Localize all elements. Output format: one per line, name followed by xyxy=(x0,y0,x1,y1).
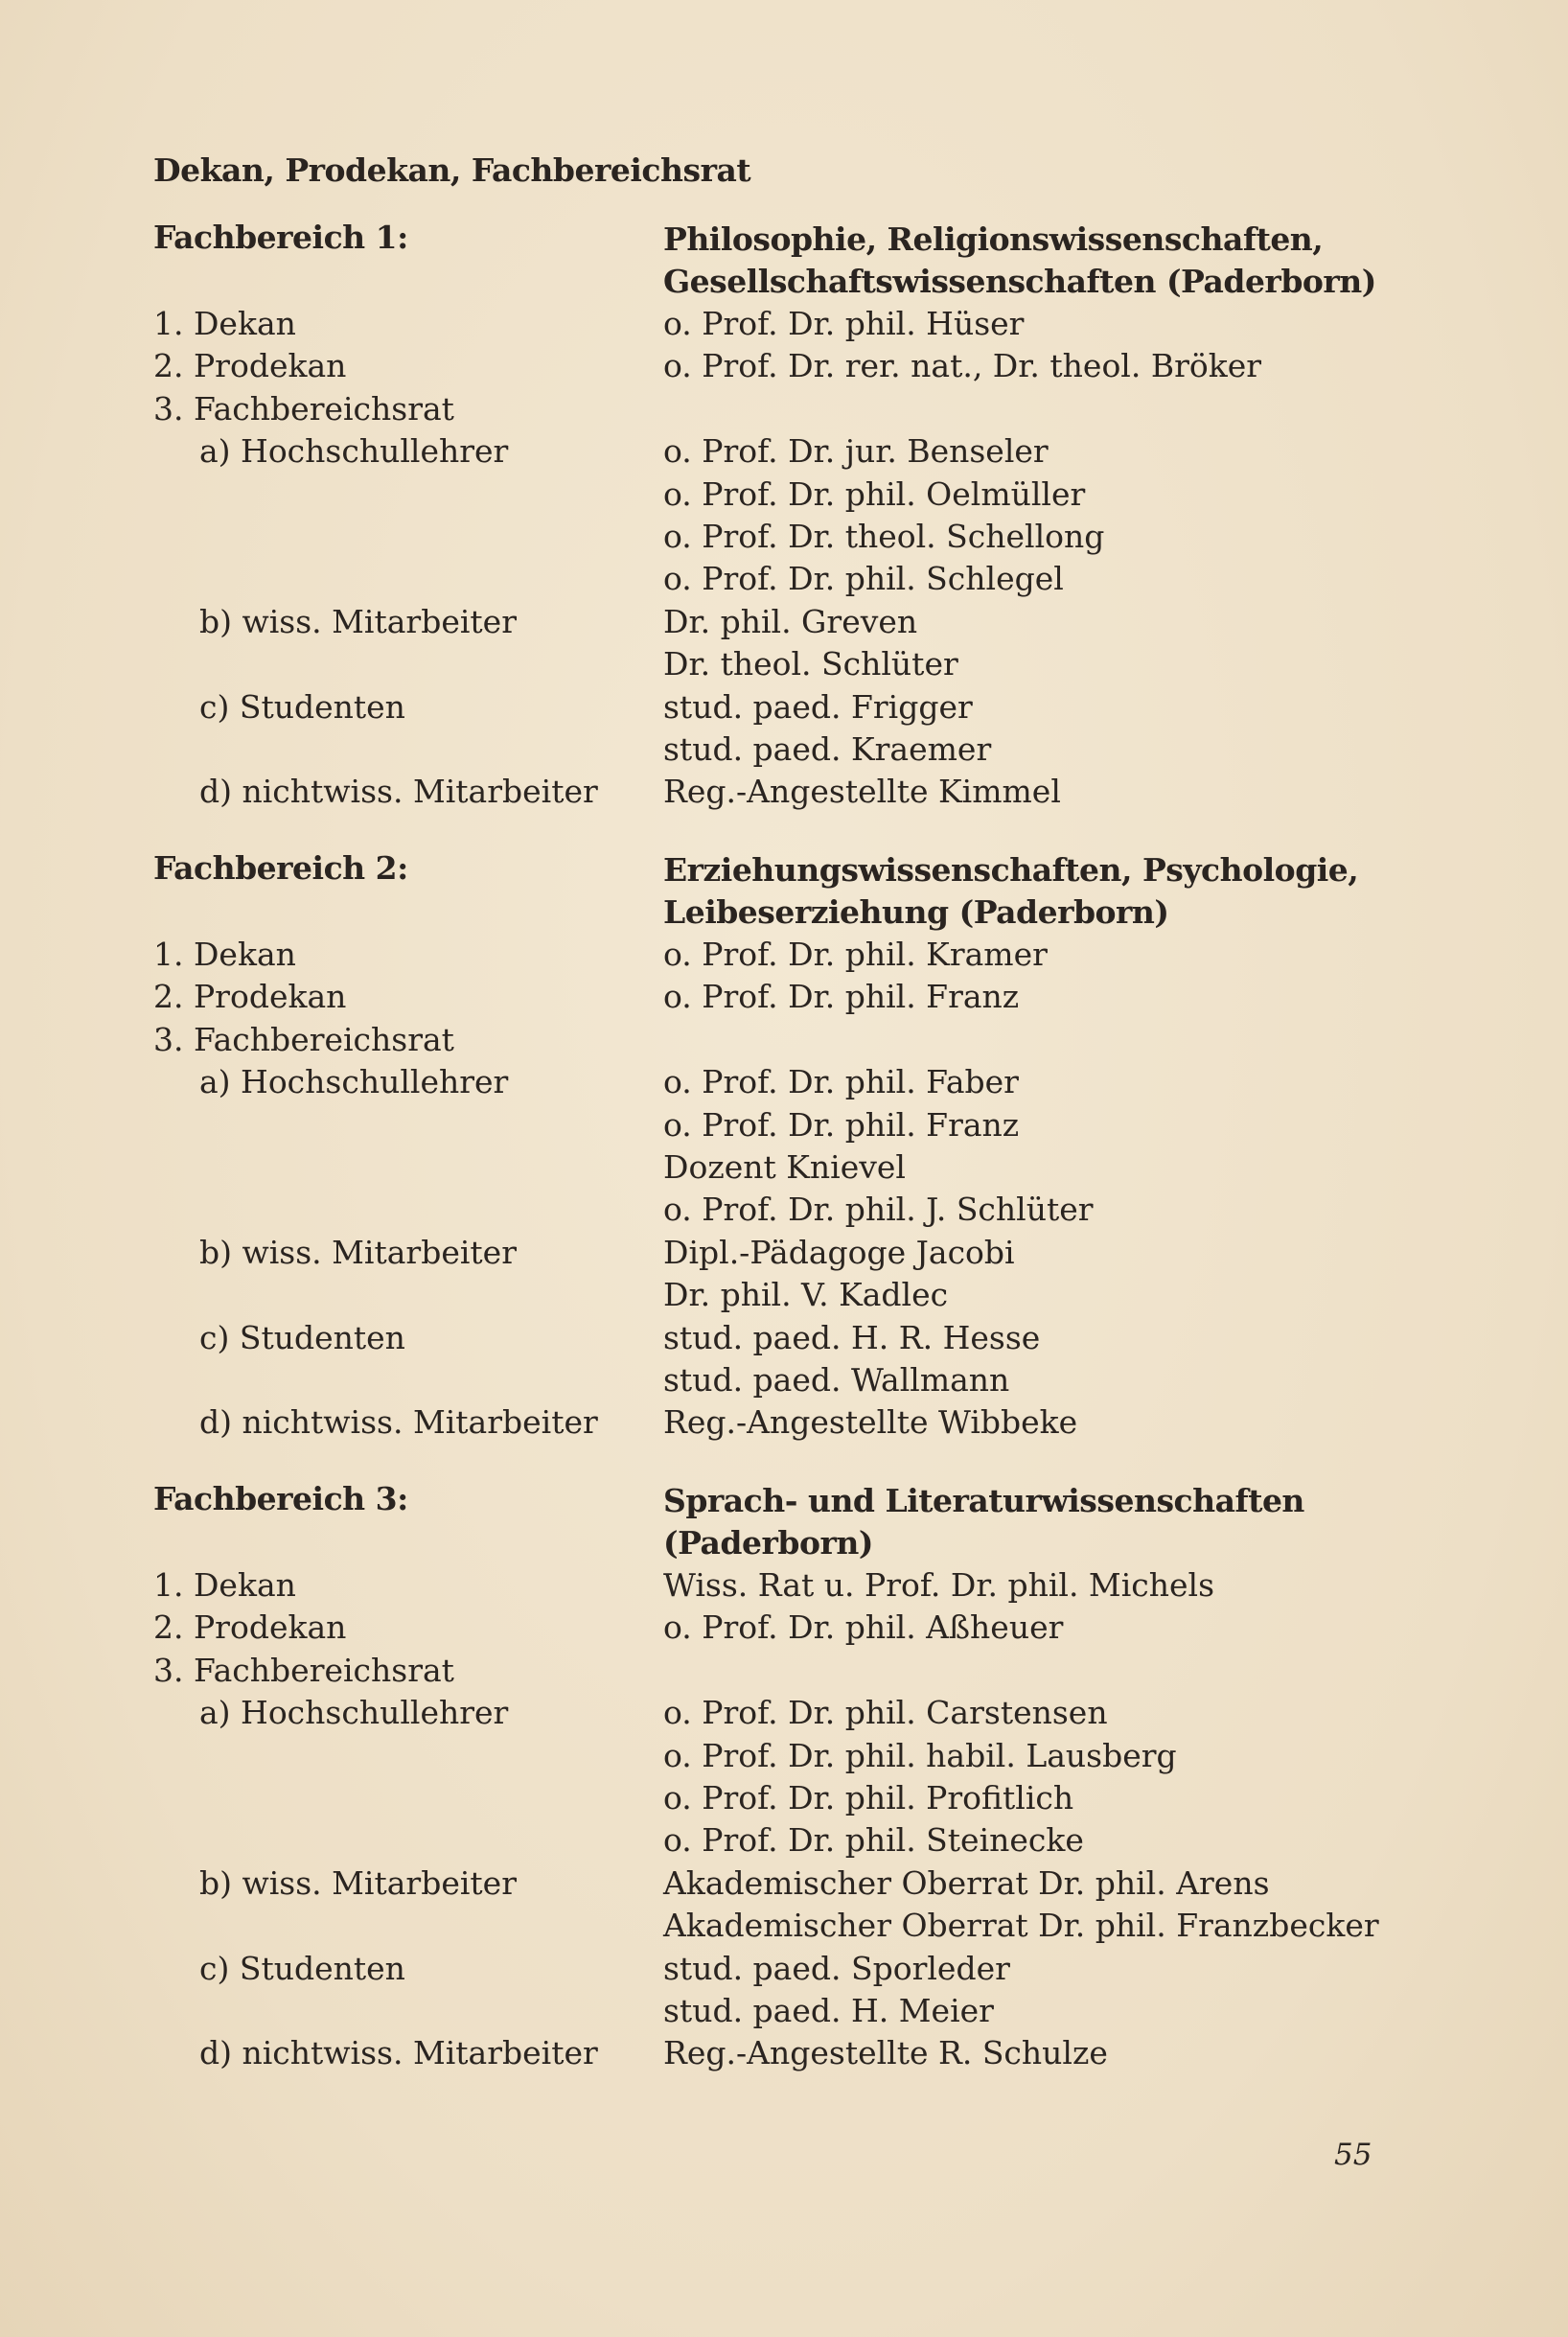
section-title-line: Sprach- und Literaturwissenschaften xyxy=(663,1482,1304,1519)
member-name: stud. paed. Sporleder xyxy=(663,1949,1010,1987)
table-row xyxy=(153,601,1399,643)
member-name: Dr. phil. Greven xyxy=(663,602,918,640)
member-name: o. Prof. Dr. phil. Hüser xyxy=(663,305,1025,342)
member-name: o. Prof. Dr. rer. nat., Dr. theol. Bröker xyxy=(663,347,1262,385)
table-row xyxy=(153,1819,1399,1862)
member-name: stud. paed. Kraemer xyxy=(663,729,992,768)
table-row xyxy=(153,771,1399,813)
section-label: Fachbereich 1: xyxy=(153,219,408,256)
table-row xyxy=(153,1189,1399,1231)
table-row xyxy=(153,1317,1399,1359)
role-label: c) Studenten xyxy=(199,1318,405,1356)
table-row xyxy=(153,1359,1399,1401)
section-fachbereich-1 xyxy=(153,219,1399,814)
member-name: Dipl.-Pädagoge Jacobi xyxy=(663,1233,1015,1271)
table-row xyxy=(153,976,1399,1018)
table-row xyxy=(153,1232,1399,1274)
table-row xyxy=(153,1735,1399,1777)
section-title-line: Erziehungswissenschaften, Psychologie, xyxy=(663,851,1359,889)
role-label: a) Hochschullehrer xyxy=(199,432,509,471)
member-name: o. Prof. Dr. phil. Faber xyxy=(663,1063,1019,1101)
table-row xyxy=(153,430,1399,473)
section-rows xyxy=(153,1564,1399,2075)
member-name: o. Prof. Dr. theol. Schellong xyxy=(663,517,1105,555)
role-label: b) wiss. Mitarbeiter xyxy=(199,1863,517,1902)
table-row xyxy=(153,1777,1399,1819)
role-label: 2. Prodekan xyxy=(153,347,347,385)
page-number: 55 xyxy=(1334,2138,1372,2172)
member-name: Reg.-Angestellte Kimmel xyxy=(663,773,1061,811)
section-header xyxy=(153,219,1399,303)
table-row xyxy=(153,686,1399,729)
table-row xyxy=(153,1146,1399,1189)
table-row xyxy=(153,1948,1399,1990)
role-label: 1. Dekan xyxy=(153,1566,296,1604)
section-title xyxy=(663,849,1411,934)
section-fachbereich-2 xyxy=(153,849,1399,1445)
table-row xyxy=(153,1061,1399,1103)
member-name: o. Prof. Dr. jur. Benseler xyxy=(663,432,1049,471)
table-row xyxy=(153,558,1399,600)
role-label: d) nichtwiss. Mitarbeiter xyxy=(199,2034,598,2072)
member-name: Dr. theol. Schlüter xyxy=(663,645,958,683)
member-name: stud. paed. Frigger xyxy=(663,687,973,726)
member-name: o. Prof. Dr. phil. habil. Lausberg xyxy=(663,1736,1177,1774)
member-name: o. Prof. Dr. phil. Franz xyxy=(663,978,1020,1016)
member-name: o. Prof. Dr. phil. J. Schlüter xyxy=(663,1191,1094,1229)
table-row xyxy=(153,1401,1399,1444)
table-row xyxy=(153,2032,1399,2074)
member-name: Akademischer Oberrat Dr. phil. Arens xyxy=(663,1863,1270,1902)
role-label: 1. Dekan xyxy=(153,936,296,973)
role-label: a) Hochschullehrer xyxy=(199,1063,509,1101)
table-row xyxy=(153,474,1399,516)
table-row xyxy=(153,934,1399,976)
role-label: d) nichtwiss. Mitarbeiter xyxy=(199,773,598,811)
section-header xyxy=(153,1480,1399,1564)
table-row xyxy=(153,1650,1399,1692)
section-title-line: Leibeserziehung (Paderborn) xyxy=(663,893,1169,931)
role-label: d) nichtwiss. Mitarbeiter xyxy=(199,1403,598,1442)
table-row xyxy=(153,1692,1399,1734)
role-label: b) wiss. Mitarbeiter xyxy=(199,602,517,640)
member-name: o. Prof. Dr. phil. Carstensen xyxy=(663,1694,1108,1732)
table-row xyxy=(153,729,1399,771)
table-row xyxy=(153,516,1399,558)
table-row xyxy=(153,1990,1399,2032)
role-label: c) Studenten xyxy=(199,687,405,726)
member-name: Reg.-Angestellte R. Schulze xyxy=(663,2034,1108,2072)
table-row xyxy=(153,1019,1399,1061)
member-name: o. Prof. Dr. phil. Oelmüller xyxy=(663,474,1086,513)
section-title-line: Philosophie, Religionswissenschaften, xyxy=(663,220,1324,258)
table-row xyxy=(153,1905,1399,1947)
section-title-line: (Paderborn) xyxy=(663,1524,873,1562)
page-heading: Dekan, Prodekan, Fachbereichsrat xyxy=(153,151,751,189)
table-row xyxy=(153,643,1399,685)
section-title xyxy=(663,1480,1411,1564)
member-name: stud. paed. Wallmann xyxy=(663,1360,1010,1399)
role-label: 2. Prodekan xyxy=(153,1608,347,1647)
member-name: Dr. phil. V. Kadlec xyxy=(663,1276,949,1314)
member-name: Reg.-Angestellte Wibbeke xyxy=(663,1403,1078,1442)
role-label: a) Hochschullehrer xyxy=(199,1694,509,1732)
section-rows xyxy=(153,303,1399,814)
section-fachbereich-3 xyxy=(153,1480,1399,2075)
table-row xyxy=(153,1564,1399,1607)
table-row xyxy=(153,1863,1399,1905)
member-name: o. Prof. Dr. phil. Profitlich xyxy=(663,1778,1074,1816)
member-name: o. Prof. Dr. phil. Aßheuer xyxy=(663,1608,1064,1647)
member-name: o. Prof. Dr. phil. Franz xyxy=(663,1105,1020,1144)
member-name: stud. paed. H. Meier xyxy=(663,1991,994,2029)
member-name: o. Prof. Dr. phil. Kramer xyxy=(663,936,1048,973)
role-label: b) wiss. Mitarbeiter xyxy=(199,1233,517,1271)
member-name: stud. paed. H. R. Hesse xyxy=(663,1318,1041,1356)
table-row xyxy=(153,1274,1399,1316)
table-row xyxy=(153,1104,1399,1146)
role-label: c) Studenten xyxy=(199,1949,405,1987)
table-row xyxy=(153,388,1399,430)
table-row xyxy=(153,1607,1399,1649)
role-label: 3. Fachbereichsrat xyxy=(153,1651,454,1689)
table-row xyxy=(153,303,1399,345)
section-rows xyxy=(153,934,1399,1445)
section-title xyxy=(663,219,1411,303)
section-title-line: Gesellschaftswissenschaften (Paderborn) xyxy=(663,263,1376,300)
role-label: 3. Fachbereichsrat xyxy=(153,389,454,428)
section-label: Fachbereich 2: xyxy=(153,849,408,887)
member-name: o. Prof. Dr. phil. Schlegel xyxy=(663,560,1064,598)
role-label: 2. Prodekan xyxy=(153,978,347,1016)
section-header xyxy=(153,849,1399,934)
role-label: 1. Dekan xyxy=(153,305,296,342)
role-label: 3. Fachbereichsrat xyxy=(153,1020,454,1058)
section-label: Fachbereich 3: xyxy=(153,1480,408,1517)
member-name: Akademischer Oberrat Dr. phil. Franzbecker xyxy=(663,1907,1379,1945)
member-name: Dozent Knievel xyxy=(663,1147,906,1186)
member-name: o. Prof. Dr. phil. Steinecke xyxy=(663,1821,1084,1860)
table-row xyxy=(153,345,1399,387)
member-name: Wiss. Rat u. Prof. Dr. phil. Michels xyxy=(663,1566,1215,1604)
